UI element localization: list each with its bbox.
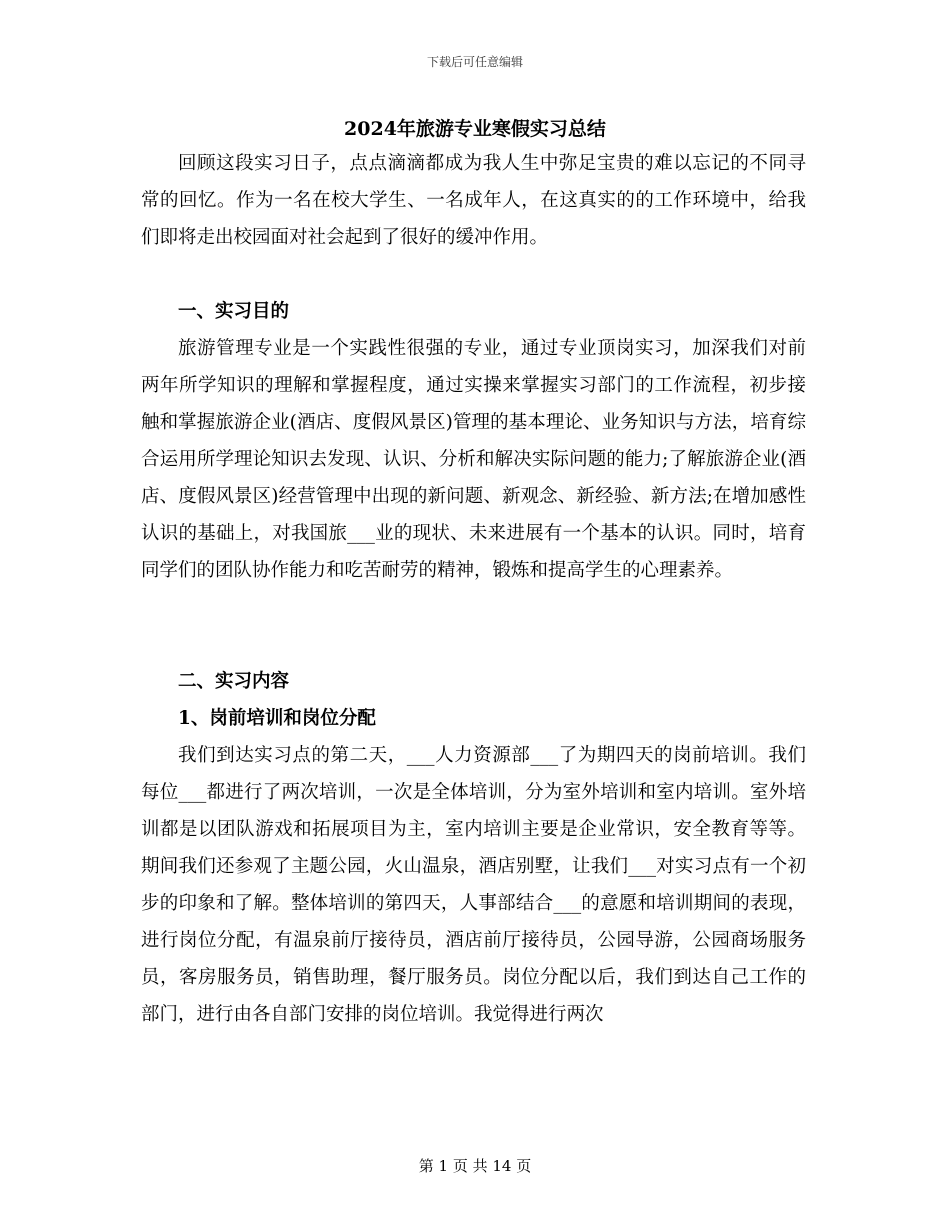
section1-body [141, 330, 806, 589]
intro-paragraph: 回顾这段实习日子，点点滴滴都成为我人生中弥足宝贵的难以忘记的不同寻常的回忆。作为一名在校大学生、一名成年人，在这真实的的工作环境中，给我们即将走出校园面对社会起到了很好的缓冲作用。 [141, 153, 806, 248]
training-paragraph: 我们到达实习点的第二天，___人力资源部___了为期四天的岗前培训。我们每位___都进行了两次培训，一次是全体培训，分为室外培训和室内培训。室外培训都是以团队游戏和拓展项目为主，室内培训主要是企业常识，安全教育等等。期间我们还参观了主题公园，火山温泉，酒店别墅，让我们___对实习点有一个初步的印象和了解。整体培训的第四天，人事部结合___的意愿和培训期间的表现，进行岗位分配，有温泉前厅接待员，酒店前厅接待员，公园导游，公园商场服务员，客房服务员，销售助理，餐厅服务员。岗位分配以后，我们到达自己工作的部门，进行由各自部门安排的岗位培训。我觉得进行两次 [141, 745, 806, 1025]
page-number-footer: 第 1 页 共 14 页 [418, 1157, 532, 1175]
page-header-note: 下载后可任意编辑 [426, 55, 523, 69]
subsection1-heading-block [141, 700, 806, 737]
subsection1-body [141, 737, 806, 1033]
section1-heading-block [141, 293, 806, 330]
section2-heading-block [141, 663, 806, 700]
subsection-heading-training: 1、岗前培训和岗位分配 [178, 708, 376, 729]
section-heading-goal: 一、实习目的 [178, 301, 290, 322]
section-heading-content: 二、实习内容 [178, 671, 290, 692]
document-title: 2024年旅游专业寒假实习总结 [344, 118, 606, 140]
goal-paragraph: 旅游管理专业是一个实践性很强的专业，通过专业顶岗实习，加深我们对前两年所学知识的理解和掌握程度，通过实操来掌握实习部门的工作流程，初步接触和掌握旅游企业(酒店、度假风景区)管理的基本理论、业务知识与方法，培育综合运用所学理论知识去发现、认识、分析和解决实际问题的能力;了解旅游企业(酒店、度假风景区)经营管理中出现的新问题、新观念、新经验、新方法;在增加感性认识的基础上，对我国旅___业的现状、未来进展有一个基本的认识。同时，培育同学们的团队协作能力和吃苦耐劳的精神，锻炼和提高学生的心理素养。 [141, 338, 806, 581]
intro-section [141, 145, 806, 256]
